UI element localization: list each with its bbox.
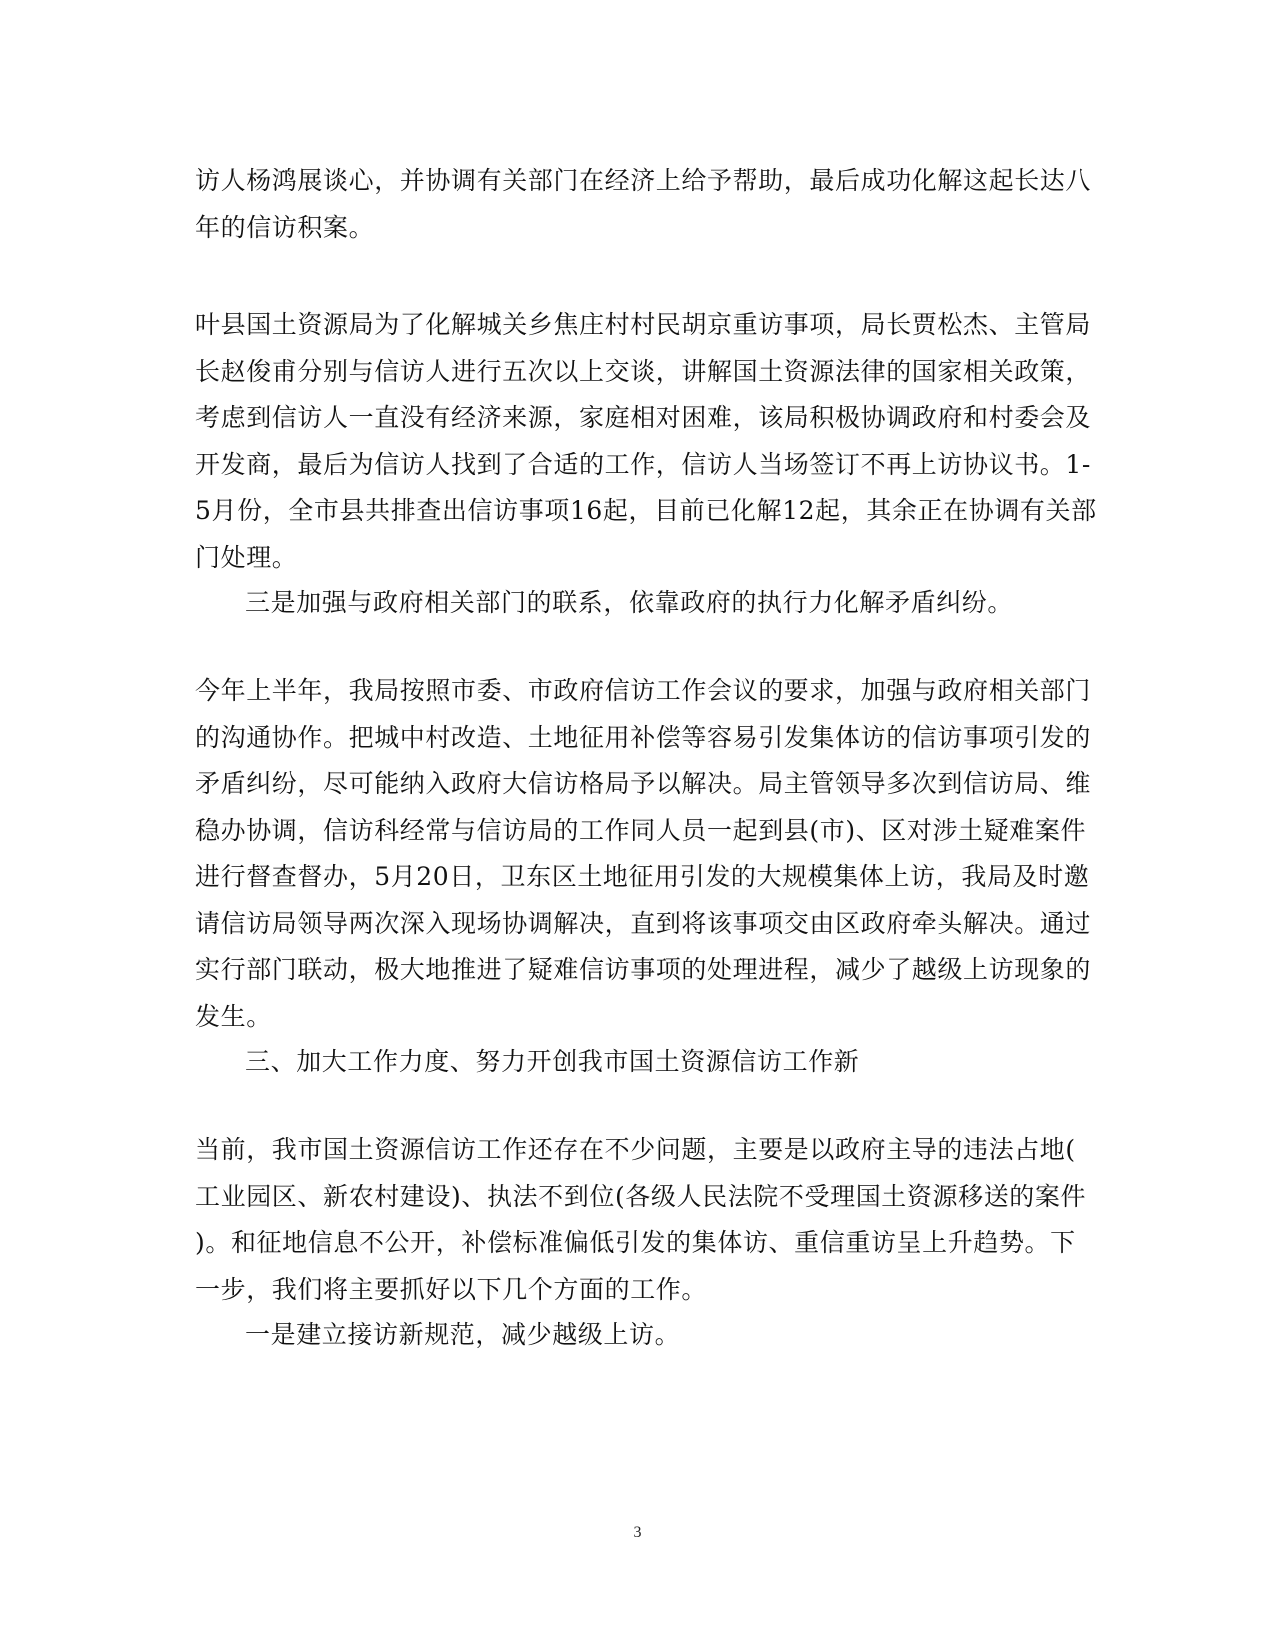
text-line: 进行督查督办，5月20日，卫东区土地征用引发的大规模集体上访，我局及时邀 <box>195 862 1090 891</box>
paragraph <box>195 158 1092 251</box>
paragraph <box>195 668 1092 1040</box>
text-line: 今年上半年，我局按照市委、市政府信访工作会议的要求，加强与政府相关部门 <box>195 676 1092 705</box>
text-line: 叶县国土资源局为了化解城关乡焦庄村村民胡京重访事项，局长贾松杰、主管局 <box>195 310 1092 339</box>
paragraph <box>195 302 1097 581</box>
indented-paragraph <box>195 580 1075 627</box>
indented-paragraph <box>195 1312 1075 1359</box>
text-line: 一是建立接访新规范，减少越级上访。 <box>245 1320 681 1349</box>
text-line: 工业园区、新农村建设)、执法不到位(各级人民法院不受理国土资源移送的案件 <box>195 1181 1087 1211</box>
text-line: 门处理。 <box>195 542 298 572</box>
text-line: 矛盾纠纷，尽可能纳入政府大信访格局予以解决。局主管领导多次到信访局、维 <box>195 769 1092 798</box>
text-line: 三、加大工作力度、努力开创我市国土资源信访工作新 <box>245 1047 860 1076</box>
text-line: 开发商，最后为信访人找到了合适的工作，信访人当场签订不再上访协议书。1- <box>195 449 1091 479</box>
text-line: 考虑到信访人一直没有经济来源，家庭相对困难，该局积极协调政府和村委会及 <box>195 403 1092 432</box>
text-line: 一步，我们将主要抓好以下几个方面的工作。 <box>195 1274 708 1304</box>
text-line: 年的信访积案。 <box>195 212 375 242</box>
indented-paragraph <box>195 1039 1075 1086</box>
text-line: 请信访局领导两次深入现场协调解决，直到将该事项交由区政府牵头解决。通过 <box>195 908 1092 938</box>
text-line: )。和征地信息不公开，补偿标准偏低引发的集体访、重信重访呈上升趋势。下 <box>195 1228 1076 1257</box>
text-line: 5月份，全市县共排查出信访事项16起，目前已化解12起，其余正在协调有关部 <box>195 496 1097 525</box>
text-line: 实行部门联动，极大地推进了疑难信访事项的处理进程，减少了越级上访现象的 <box>195 955 1092 984</box>
text-line: 稳办协调，信访科经常与信访局的工作同人员一起到县(市)、区对涉土疑难案件 <box>195 815 1087 845</box>
text-line: 长赵俊甫分别与信访人进行五次以上交谈，讲解国土资源法律的国家相关政策， <box>195 356 1092 386</box>
page-number: 3 <box>633 1524 642 1541</box>
text-line: 访人杨鸿展谈心，并协调有关部门在经济上给予帮助，最后成功化解这起长达八 <box>195 166 1092 195</box>
paragraph <box>195 1127 1087 1313</box>
text-line: 三是加强与政府相关部门的联系，依靠政府的执行力化解矛盾纠纷。 <box>245 588 1014 617</box>
text-line: 当前，我市国土资源信访工作还存在不少问题，主要是以政府主导的违法占地( <box>195 1135 1076 1164</box>
text-line: 的沟通协作。把城中村改造、土地征用补偿等容易引发集体访的信访事项引发的 <box>195 722 1092 752</box>
text-line: 发生。 <box>195 1001 272 1031</box>
